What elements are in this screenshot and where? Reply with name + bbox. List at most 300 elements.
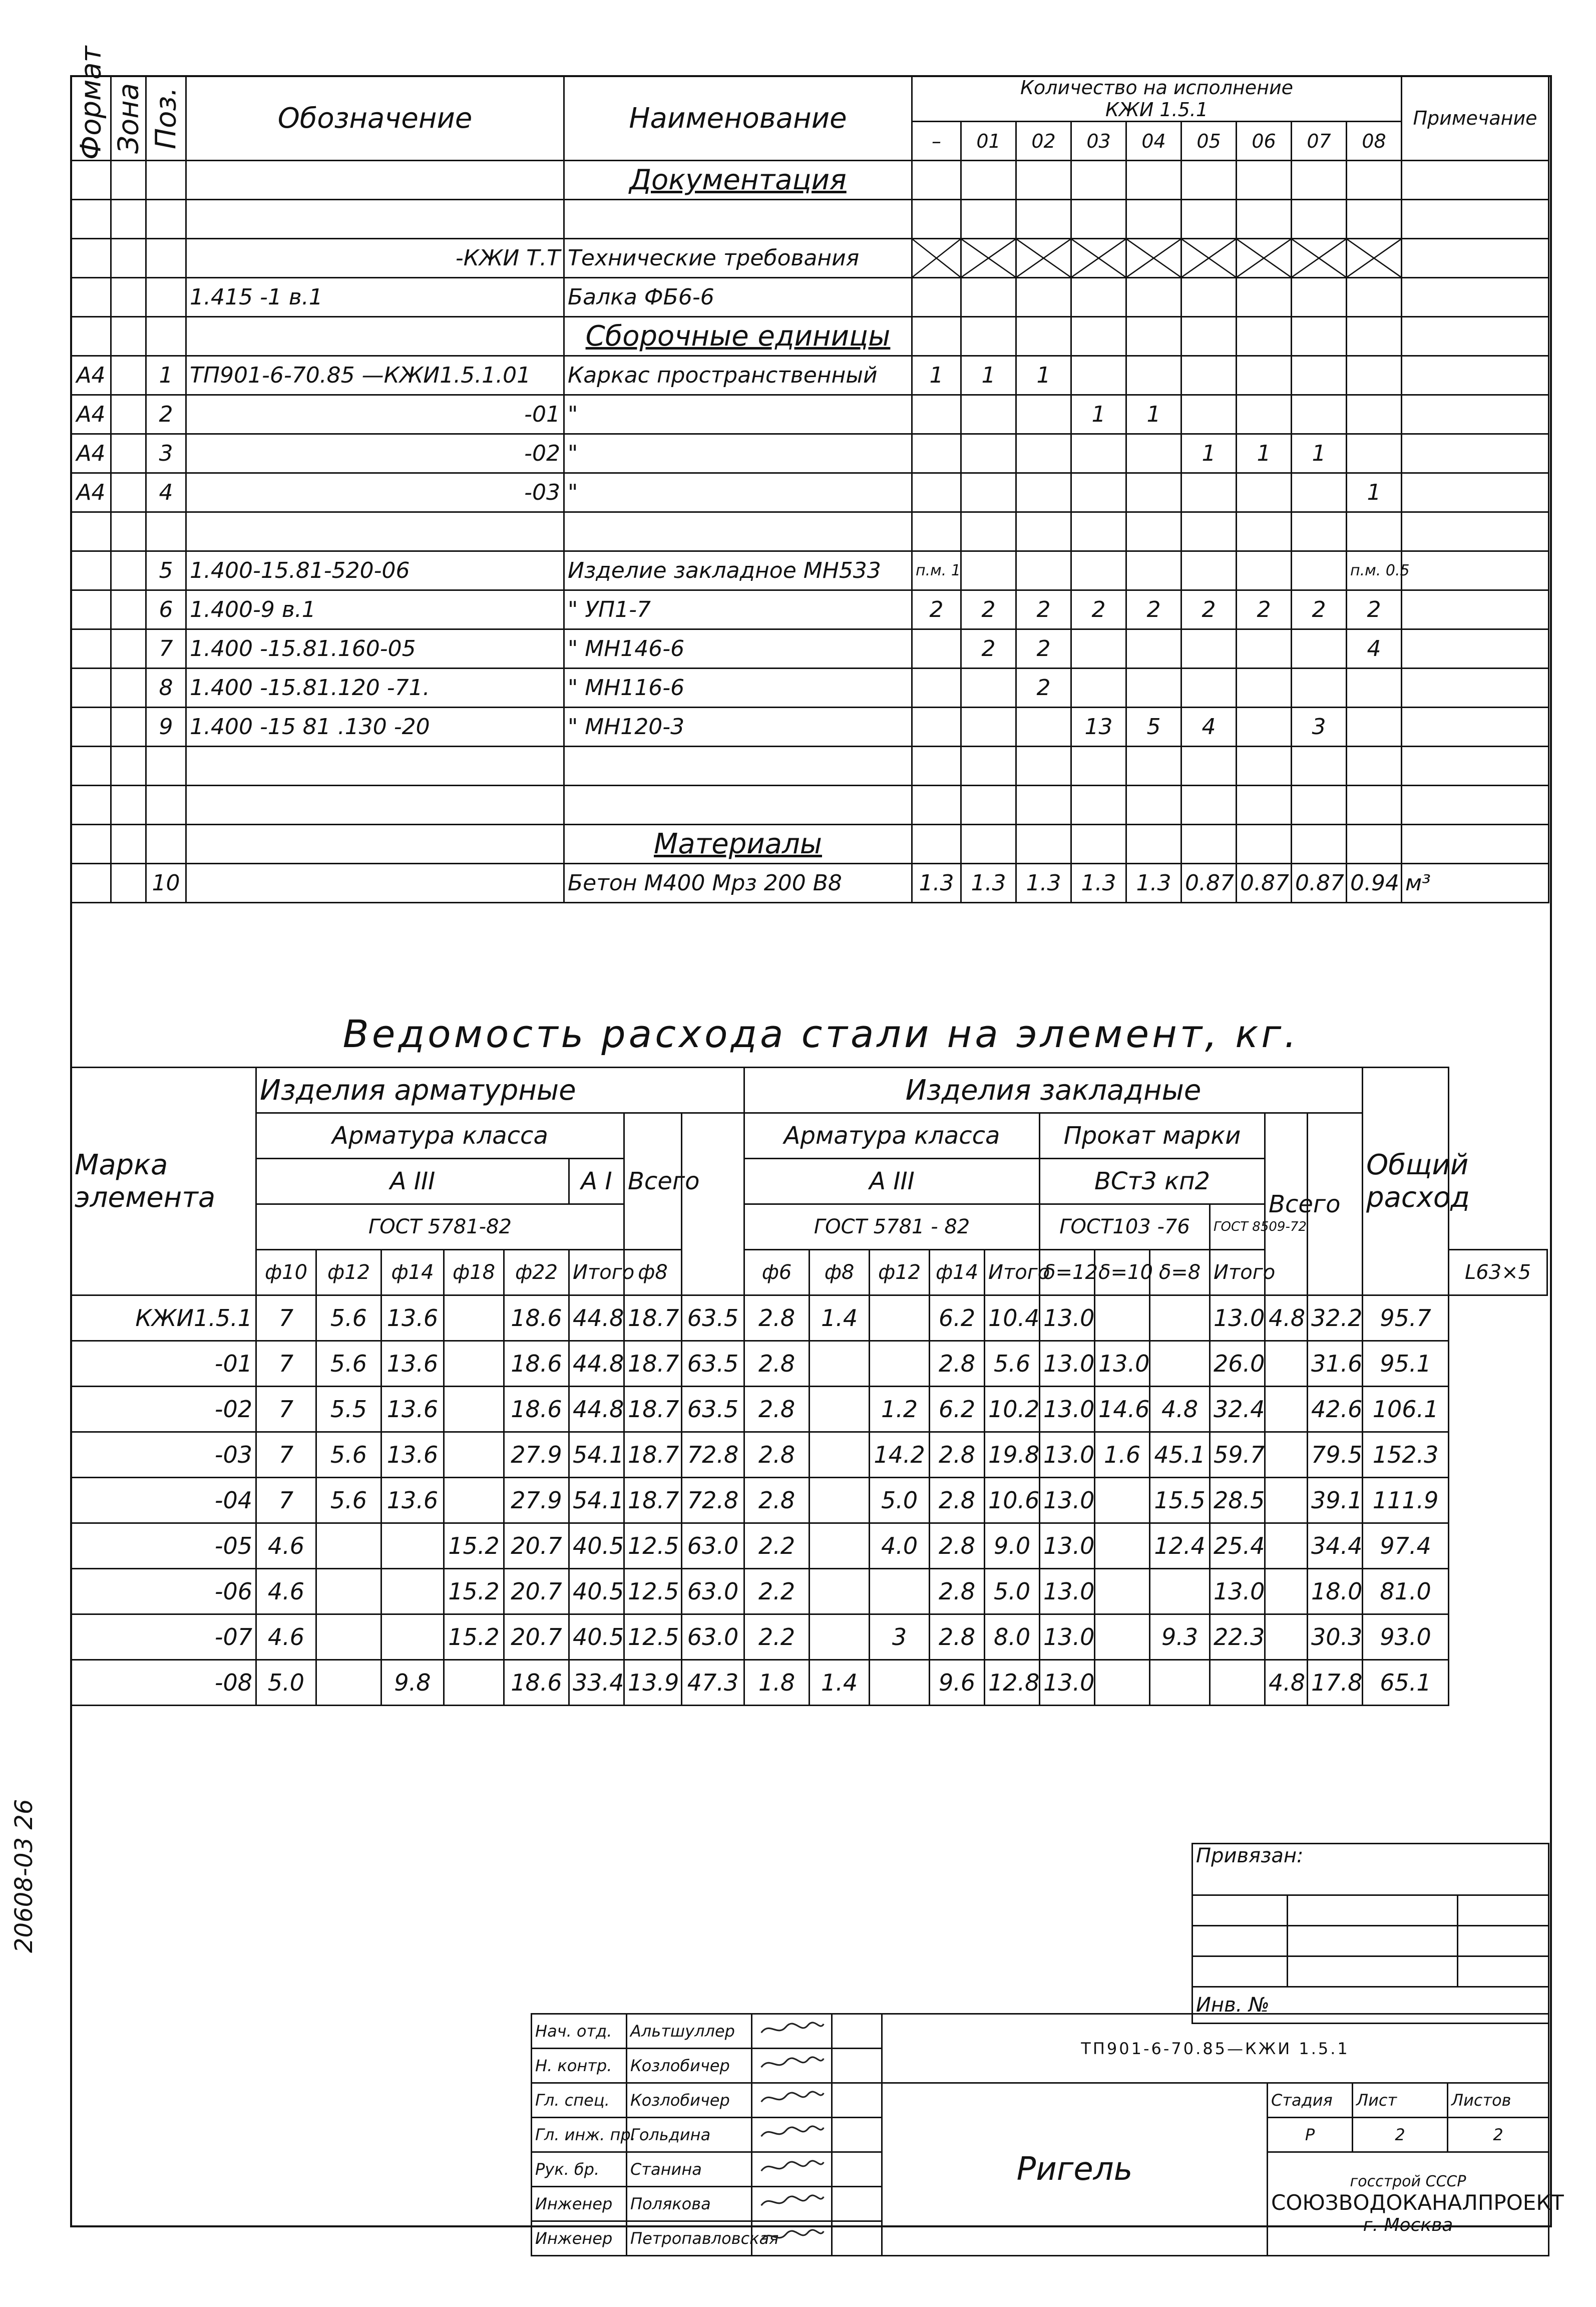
cross-mark-icon xyxy=(1127,239,1180,277)
steel-row-value xyxy=(444,1295,504,1341)
steel-row-mark: -04 xyxy=(71,1478,256,1523)
blank-cell xyxy=(1292,317,1347,356)
blank-cell xyxy=(146,317,186,356)
blank-cell xyxy=(186,747,564,786)
row-name: " xyxy=(564,434,912,473)
blank-cell xyxy=(146,512,186,551)
stamp-person: Полякова xyxy=(627,2187,752,2221)
crossed-cell xyxy=(961,239,1016,278)
steel-row-value: 63.0 xyxy=(682,1569,744,1614)
row-qty xyxy=(1181,278,1237,317)
steel-row-value: 9.3 xyxy=(1150,1614,1210,1660)
steel-row-value: 44.8 xyxy=(569,1295,624,1341)
crossed-cell xyxy=(1126,239,1181,278)
signature-icon xyxy=(755,2084,828,2113)
blank-cell xyxy=(912,200,961,239)
row-qty xyxy=(1181,551,1237,590)
steel-row-value: 5.6 xyxy=(316,1341,381,1387)
steel-row-value: 81.0 xyxy=(1363,1569,1449,1614)
row-qty: 2 xyxy=(912,590,961,629)
stamp-role: Гл. инж. пр. xyxy=(532,2118,627,2152)
steel-row-value xyxy=(810,1614,870,1660)
row-zone xyxy=(111,434,146,473)
blank-cell xyxy=(1181,161,1237,200)
steel-row-value: 2.8 xyxy=(930,1341,985,1387)
row-pos: 1 xyxy=(146,356,186,395)
row-qty xyxy=(1292,669,1347,708)
row-qty xyxy=(961,708,1016,747)
cross-mark-icon xyxy=(1237,239,1291,277)
row-designation: -01 xyxy=(186,395,564,434)
blank-cell xyxy=(1126,786,1181,825)
steel-row-value: 13.0 xyxy=(1040,1569,1095,1614)
blank-cell xyxy=(146,161,186,200)
row-name: Технические требования xyxy=(564,239,912,278)
steel-row-value: 1.4 xyxy=(810,1295,870,1341)
steel-row-value: 1.6 xyxy=(1095,1432,1150,1478)
spec-row xyxy=(71,864,1549,903)
organization-ministry: госстрой СССР xyxy=(1350,2172,1466,2190)
spec-row xyxy=(71,239,1549,278)
blank-cell xyxy=(71,825,111,864)
row-qty: 1.3 xyxy=(1071,864,1126,903)
steel-row-value: 13.6 xyxy=(381,1478,444,1523)
blank-cell xyxy=(1237,747,1292,786)
steel-header-total2: Всего xyxy=(1265,1113,1308,1295)
date-cell xyxy=(832,2152,882,2187)
section-row xyxy=(71,161,1549,200)
steel-header-arm-products: Изделия арматурные xyxy=(256,1068,744,1113)
steel-header-total: Всего xyxy=(624,1113,682,1250)
steel-row-value: 5.6 xyxy=(316,1295,381,1341)
steel-row-value: 18.7 xyxy=(624,1295,682,1341)
steel-row-value: 42.6 xyxy=(1308,1387,1363,1432)
steel-row-value: 2.8 xyxy=(930,1478,985,1523)
row-qty xyxy=(1126,629,1181,669)
steel-row-value: 1.4 xyxy=(810,1660,870,1706)
steel-row-value: 45.1 xyxy=(1150,1432,1210,1478)
steel-row-value: 13.0 xyxy=(1040,1432,1095,1478)
steel-row-value: 1.8 xyxy=(744,1660,810,1706)
row-qty xyxy=(912,434,961,473)
row-qty xyxy=(1126,473,1181,512)
blank-cell xyxy=(1016,200,1071,239)
row-qty: 2 xyxy=(1016,629,1071,669)
row-qty xyxy=(1181,395,1237,434)
steel-header-vst: ВСт3 кп2 xyxy=(1040,1159,1265,1204)
steel-row-value: 4.0 xyxy=(870,1523,930,1569)
steel-row-value xyxy=(316,1569,381,1614)
steel-row-value: 7 xyxy=(256,1478,316,1523)
row-designation: 1.400-15.81-520-06 xyxy=(186,551,564,590)
blank-cell xyxy=(71,747,111,786)
steel-column-header: ф14 xyxy=(930,1250,985,1295)
steel-row-value xyxy=(810,1523,870,1569)
steel-row-value: 18.6 xyxy=(504,1341,569,1387)
steel-row-value: 40.5 xyxy=(569,1614,624,1660)
steel-row-value xyxy=(316,1660,381,1706)
steel-row-value: 5.6 xyxy=(316,1478,381,1523)
steel-row-value: 2.8 xyxy=(930,1523,985,1569)
blank-cell xyxy=(1402,200,1549,239)
steel-row-value: 13.6 xyxy=(381,1432,444,1478)
steel-row-value: 15.2 xyxy=(444,1569,504,1614)
blank-cell xyxy=(1237,200,1292,239)
stamp-row xyxy=(532,2014,1549,2049)
steel-row-value: 18.6 xyxy=(504,1295,569,1341)
header-name: Наименование xyxy=(564,76,912,161)
stamp-role: Н. контр. xyxy=(532,2049,627,2083)
row-designation: 1.415 -1 в.1 xyxy=(186,278,564,317)
row-note xyxy=(1402,278,1549,317)
row-zone xyxy=(111,864,146,903)
blank-cell xyxy=(146,747,186,786)
steel-row-value: 18.7 xyxy=(624,1478,682,1523)
steel-row-value: 12.5 xyxy=(624,1523,682,1569)
blank-cell xyxy=(961,786,1016,825)
blank-cell xyxy=(1126,161,1181,200)
steel-row-value: 4.6 xyxy=(256,1569,316,1614)
row-designation: 1.400 -15 81 .130 -20 xyxy=(186,708,564,747)
specification-body xyxy=(71,161,1549,903)
steel-row-value: 12.5 xyxy=(624,1614,682,1660)
blank-cell xyxy=(1016,747,1071,786)
spec-row xyxy=(71,473,1549,512)
steel-row-value: 15.5 xyxy=(1150,1478,1210,1523)
blank-cell xyxy=(1402,825,1549,864)
blank-cell xyxy=(1402,161,1549,200)
stamp-person: Петропавловская xyxy=(627,2221,752,2256)
steel-row xyxy=(71,1295,1547,1341)
stamp-role: Инженер xyxy=(532,2187,627,2221)
steel-row-value: 7 xyxy=(256,1432,316,1478)
spec-row xyxy=(71,590,1549,629)
steel-row-value xyxy=(1150,1341,1210,1387)
steel-header-gost3: ГОСТ103 -76 xyxy=(1040,1204,1210,1250)
row-qty xyxy=(1016,278,1071,317)
cross-mark-icon xyxy=(962,239,1015,277)
row-qty xyxy=(1016,434,1071,473)
blank-cell xyxy=(1292,200,1347,239)
blank-cell xyxy=(111,825,146,864)
blank-cell xyxy=(1181,825,1237,864)
row-qty: 2 xyxy=(1071,590,1126,629)
row-qty: 1.3 xyxy=(912,864,961,903)
steel-row-value xyxy=(1095,1295,1150,1341)
steel-row-value: 5.6 xyxy=(985,1341,1040,1387)
attached-label: Привязан: xyxy=(1192,1844,1549,1895)
steel-row-value: 12.8 xyxy=(985,1660,1040,1706)
blank-cell xyxy=(1126,747,1181,786)
spec-row xyxy=(71,356,1549,395)
steel-column-header: δ=12 xyxy=(1040,1250,1095,1295)
blank-cell xyxy=(912,825,961,864)
blank-cell xyxy=(1126,512,1181,551)
row-qty xyxy=(961,551,1016,590)
steel-row-value: 10.6 xyxy=(985,1478,1040,1523)
steel-header-arm-class: Арматура класса xyxy=(256,1113,624,1159)
crossed-cell xyxy=(912,239,961,278)
row-note xyxy=(1402,669,1549,708)
blank-cell xyxy=(961,747,1016,786)
steel-row-value: 18.7 xyxy=(624,1341,682,1387)
row-qty: 2 xyxy=(1016,669,1071,708)
row-qty xyxy=(1016,551,1071,590)
blank-cell xyxy=(186,786,564,825)
steel-row-value: 34.4 xyxy=(1308,1523,1363,1569)
stamp-role: Инженер xyxy=(532,2221,627,2256)
row-zone xyxy=(111,669,146,708)
steel-row-value: 63.5 xyxy=(682,1387,744,1432)
row-zone xyxy=(111,356,146,395)
row-qty: 1 xyxy=(912,356,961,395)
steel-column-header: Итого xyxy=(1210,1250,1265,1295)
blank-cell xyxy=(1292,161,1347,200)
steel-row-value xyxy=(810,1432,870,1478)
steel-row-value: 5.5 xyxy=(316,1387,381,1432)
sheets-value: 2 xyxy=(1448,2118,1549,2152)
steel-row-value: 95.7 xyxy=(1363,1295,1449,1341)
blank-cell xyxy=(912,747,961,786)
steel-row-value: 32.4 xyxy=(1210,1387,1265,1432)
variant-header: 08 xyxy=(1347,122,1402,161)
blank-cell xyxy=(1402,317,1549,356)
steel-consumption-table xyxy=(70,1067,1548,1706)
steel-row-value: 65.1 xyxy=(1363,1660,1449,1706)
row-qty xyxy=(1071,629,1126,669)
header-qty xyxy=(912,76,1402,122)
row-zone xyxy=(111,590,146,629)
blank-cell xyxy=(1237,317,1292,356)
row-qty: 2 xyxy=(1016,590,1071,629)
blank-cell xyxy=(1237,161,1292,200)
signature-icon xyxy=(755,2015,828,2044)
steel-row xyxy=(71,1569,1547,1614)
document-code: ТП901-6-70.85—КЖИ 1.5.1 xyxy=(882,2014,1549,2083)
steel-row-value xyxy=(1265,1569,1308,1614)
steel-header-ai: А I xyxy=(569,1159,624,1204)
blank-cell xyxy=(1016,825,1071,864)
row-qty xyxy=(1347,278,1402,317)
blank-cell xyxy=(111,747,146,786)
date-cell xyxy=(832,2187,882,2221)
blank-cell xyxy=(961,161,1016,200)
row-pos: 3 xyxy=(146,434,186,473)
blank-cell xyxy=(1071,786,1126,825)
row-qty: п.м. 1 xyxy=(912,551,961,590)
blank-cell xyxy=(1126,317,1181,356)
steel-row-mark: -08 xyxy=(71,1660,256,1706)
spec-row xyxy=(71,395,1549,434)
document-title: Ригель xyxy=(882,2083,1268,2256)
spec-row xyxy=(71,278,1549,317)
row-designation: ТП901-6-70.85 —КЖИ1.5.1.01 xyxy=(186,356,564,395)
header-note: Примечание xyxy=(1402,76,1549,161)
signature-cell xyxy=(752,2152,832,2187)
row-qty xyxy=(1181,356,1237,395)
row-qty xyxy=(1347,356,1402,395)
steel-row-value: 13.0 xyxy=(1040,1295,1095,1341)
steel-row-value xyxy=(1150,1295,1210,1341)
steel-header-blank xyxy=(682,1113,744,1295)
row-qty xyxy=(1016,473,1071,512)
steel-row-value xyxy=(810,1569,870,1614)
spec-row xyxy=(71,434,1549,473)
row-qty: 0.94 xyxy=(1347,864,1402,903)
section-title-materials: Материалы xyxy=(564,825,912,864)
steel-row-value: 63.0 xyxy=(682,1614,744,1660)
steel-row-value: 2.8 xyxy=(930,1569,985,1614)
steel-row-value: 5.0 xyxy=(985,1569,1040,1614)
steel-row-value: 18.7 xyxy=(624,1432,682,1478)
crossed-cell xyxy=(1292,239,1347,278)
steel-column-header: ф12 xyxy=(870,1250,930,1295)
row-designation: -КЖИ Т.Т xyxy=(186,239,564,278)
blank-cell xyxy=(1016,161,1071,200)
header-format: Формат xyxy=(71,76,111,161)
spec-row xyxy=(71,629,1549,669)
row-zone xyxy=(111,473,146,512)
steel-row-value: 15.2 xyxy=(444,1523,504,1569)
blank-cell xyxy=(111,317,146,356)
steel-row-value xyxy=(444,1387,504,1432)
steel-header-overall: Общий расход xyxy=(1363,1068,1449,1295)
blank-cell xyxy=(1071,317,1126,356)
steel-row-value: 59.7 xyxy=(1210,1432,1265,1478)
row-qty: 13 xyxy=(1071,708,1126,747)
blank-cell xyxy=(564,200,912,239)
row-qty xyxy=(1071,356,1126,395)
steel-row-value: 4.8 xyxy=(1265,1660,1308,1706)
stamp-role: Гл. спец. xyxy=(532,2083,627,2118)
row-qty xyxy=(1071,278,1126,317)
steel-row-value xyxy=(1265,1614,1308,1660)
row-qty xyxy=(1016,708,1071,747)
steel-row-value: 63.5 xyxy=(682,1295,744,1341)
steel-row-value: 7 xyxy=(256,1295,316,1341)
row-qty xyxy=(912,708,961,747)
steel-row-value xyxy=(1095,1569,1150,1614)
row-qty xyxy=(1237,473,1292,512)
steel-row-value: 6.2 xyxy=(930,1387,985,1432)
row-format xyxy=(71,239,111,278)
signature-icon xyxy=(755,2222,828,2251)
row-name: " xyxy=(564,395,912,434)
steel-row xyxy=(71,1660,1547,1706)
steel-row-value: 13.0 xyxy=(1040,1660,1095,1706)
steel-row-value: 93.0 xyxy=(1363,1614,1449,1660)
row-pos: 9 xyxy=(146,708,186,747)
cross-mark-icon xyxy=(1072,239,1125,277)
blank-cell xyxy=(1347,317,1402,356)
blank-cell xyxy=(912,161,961,200)
row-pos: 7 xyxy=(146,629,186,669)
steel-row-value: 19.8 xyxy=(985,1432,1040,1478)
inventory-label: Инв. № xyxy=(1192,1987,1549,2024)
empty-row xyxy=(71,200,1549,239)
steel-column-header: δ=10 xyxy=(1095,1250,1150,1295)
steel-column-header: δ=8 xyxy=(1150,1250,1210,1295)
row-qty xyxy=(1237,669,1292,708)
row-qty xyxy=(1181,629,1237,669)
blank-cell xyxy=(111,161,146,200)
row-format xyxy=(71,278,111,317)
steel-row-value: 13.0 xyxy=(1040,1478,1095,1523)
blank-cell xyxy=(1181,786,1237,825)
row-note xyxy=(1402,473,1549,512)
title-block-body xyxy=(532,2014,1564,2256)
steel-row-value: 14.6 xyxy=(1095,1387,1150,1432)
signature-cell xyxy=(752,2049,832,2083)
row-qty xyxy=(1181,669,1237,708)
side-archive-number: 20608-03 26 xyxy=(10,1799,38,1953)
row-format xyxy=(71,551,111,590)
sheets-header: Листов xyxy=(1448,2083,1549,2118)
row-qty xyxy=(1347,708,1402,747)
steel-row-value: 44.8 xyxy=(569,1387,624,1432)
empty-row xyxy=(71,747,1549,786)
row-qty xyxy=(1071,434,1126,473)
row-qty xyxy=(1292,551,1347,590)
steel-row-value: 13.0 xyxy=(1040,1341,1095,1387)
specification-table xyxy=(70,46,1549,903)
sheet-value: 2 xyxy=(1353,2118,1448,2152)
steel-row-value xyxy=(1150,1660,1210,1706)
steel-row-value: 13.6 xyxy=(381,1295,444,1341)
steel-row-value: 33.4 xyxy=(569,1660,624,1706)
steel-row-value: 6.2 xyxy=(930,1295,985,1341)
row-qty xyxy=(1292,278,1347,317)
cross-mark-icon xyxy=(1017,239,1070,277)
row-qty xyxy=(1237,395,1292,434)
steel-row-value: 2.8 xyxy=(930,1614,985,1660)
row-qty: 1 xyxy=(1071,395,1126,434)
blank-cell xyxy=(111,512,146,551)
row-qty xyxy=(1292,629,1347,669)
steel-column-header: Итого xyxy=(985,1250,1040,1295)
steel-row-value: 2.8 xyxy=(744,1387,810,1432)
steel-row-mark: КЖИ1.5.1 xyxy=(71,1295,256,1341)
steel-row-value: 30.3 xyxy=(1308,1614,1363,1660)
steel-row xyxy=(71,1523,1547,1569)
empty-row xyxy=(71,786,1549,825)
row-note xyxy=(1402,395,1549,434)
steel-row-value xyxy=(1265,1341,1308,1387)
row-qty xyxy=(912,629,961,669)
section-row xyxy=(71,317,1549,356)
row-qty: 1.3 xyxy=(1016,864,1071,903)
steel-row-value: 20.7 xyxy=(504,1614,569,1660)
row-format xyxy=(71,669,111,708)
row-qty xyxy=(961,473,1016,512)
blank-cell xyxy=(111,200,146,239)
steel-header-mark: Марка элемента xyxy=(71,1068,256,1295)
row-designation: 1.400 -15.81.160-05 xyxy=(186,629,564,669)
row-qty xyxy=(961,669,1016,708)
row-name: Каркас пространственный xyxy=(564,356,912,395)
steel-row-value: 9.0 xyxy=(985,1523,1040,1569)
crossed-cell xyxy=(1016,239,1071,278)
cross-mark-icon xyxy=(1347,239,1401,277)
steel-row-value: 13.0 xyxy=(1040,1387,1095,1432)
blank-cell xyxy=(564,512,912,551)
blank-cell xyxy=(71,200,111,239)
steel-row-value xyxy=(381,1523,444,1569)
steel-row-value: 18.6 xyxy=(504,1660,569,1706)
blank-cell xyxy=(186,200,564,239)
steel-row xyxy=(71,1387,1547,1432)
row-note xyxy=(1402,434,1549,473)
